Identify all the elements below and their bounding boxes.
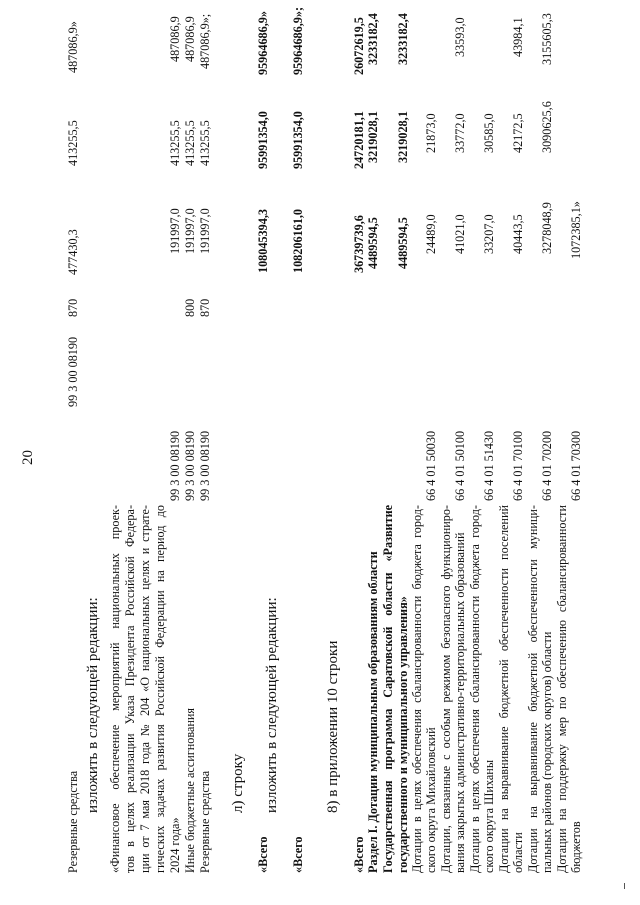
item-line: Дотации на выравнивание бюджетной обеспеченности поселений bbox=[497, 505, 511, 873]
item-line: области bbox=[511, 832, 525, 873]
reserve-row-vr: 870 bbox=[66, 298, 80, 317]
item-code: 66 4 01 50030 bbox=[424, 430, 438, 501]
instruction-text: изложить в следующей редакции: bbox=[264, 597, 280, 813]
sub-row-label: Резервные средства bbox=[198, 770, 212, 873]
sub-row-value-2023: 191997,0 bbox=[183, 208, 197, 254]
item-line: ского округа Михайловский bbox=[424, 727, 438, 873]
item-value-2023: 41021,0 bbox=[453, 214, 467, 254]
item-value-2024: 33772,0 bbox=[453, 113, 467, 153]
program-line: государственного и муниципального управления» bbox=[396, 596, 410, 873]
main-row-code: 99 3 00 08190 bbox=[168, 430, 182, 501]
item-code: 66 4 01 70200 bbox=[540, 430, 554, 501]
paragraph-line: ции от 7 мая 2018 года № 204 «О национальных целях и страте- bbox=[138, 505, 152, 873]
item-value-2025: 3155605,3 bbox=[540, 13, 554, 65]
annex-total-label: «Всего bbox=[352, 836, 366, 873]
sub-row-value-2025: 487086,9 bbox=[183, 16, 197, 62]
total-new-value-2024: 95991354,0 bbox=[291, 111, 305, 169]
sub-row-value-2023: 191997,0 bbox=[198, 208, 212, 254]
item-line: Дотации в целях обеспечения сбалансированности бюджета город- bbox=[410, 505, 424, 873]
total-new-value-2023: 108206161,0 bbox=[291, 209, 305, 273]
item-value-2023: 1072385,1» bbox=[569, 201, 583, 259]
item-line: Дотации в целях обеспечения сбалансированности бюджета город- bbox=[468, 505, 482, 873]
page-number: 20 bbox=[20, 450, 36, 465]
sub-row-vr: 800 bbox=[183, 298, 197, 317]
total-row-label: «Всего bbox=[256, 836, 270, 873]
scan-edge-mark bbox=[624, 883, 625, 889]
item-value-2023: 3278048,9 bbox=[540, 202, 554, 254]
main-row-value-2024: 413255,5 bbox=[168, 120, 182, 166]
main-row-value-2023: 191997,0 bbox=[168, 208, 182, 254]
item-value-2024: 30585,0 bbox=[482, 113, 496, 153]
paragraph-line: «Финансовое обеспечение мероприятий национальных проек- bbox=[108, 505, 122, 873]
item-line: пальных районов (городских округов) области bbox=[540, 631, 554, 873]
item-line: ского округа Шиханы bbox=[482, 759, 496, 873]
total-new-value-2025: 95964686,9»; bbox=[291, 6, 305, 75]
section-value-2025: 3233182,4 bbox=[366, 13, 380, 65]
item-value-2023: 40443,5 bbox=[511, 214, 525, 254]
section-value-2024: 3219028,1 bbox=[366, 111, 380, 163]
total-new-label: «Всего bbox=[291, 836, 305, 873]
section-value-2023: 4489594,5 bbox=[366, 217, 380, 269]
program-value-2025: 3233182,4 bbox=[396, 13, 410, 65]
item-line: бюджетов bbox=[569, 821, 583, 873]
block2-heading: л) строку bbox=[230, 753, 246, 813]
item-value-2025: 33593,0 bbox=[453, 17, 467, 57]
total-row-value-2023: 108045394,3 bbox=[256, 209, 270, 273]
instruction-text: изложить в следующей редакции: bbox=[85, 597, 101, 813]
section-label: Раздел I. Дотации муниципальным образованиям области bbox=[366, 551, 380, 873]
sub-row-label: Иные бюджетные ассигнования bbox=[183, 707, 197, 873]
item-value-2024: 42172,5 bbox=[511, 113, 525, 153]
sub-row-code: 99 3 00 08190 bbox=[183, 430, 197, 501]
item-code: 66 4 01 70100 bbox=[511, 430, 525, 501]
total-row-value-2025: 95964686,9» bbox=[256, 11, 270, 75]
paragraph-line: тов в целях реализации Указа Президента Российской Федера- bbox=[123, 505, 137, 873]
reserve-row-label: Резервные средства bbox=[66, 770, 80, 873]
item-line: Дотации на поддержку мер по обеспечению сбалансированности bbox=[555, 505, 569, 873]
annex-total-value-2024: 24720181,1 bbox=[352, 111, 366, 169]
item-line: Дотации, связанные с особым режимом безопасного функциониро- bbox=[439, 505, 453, 873]
reserve-row-value-2023: 477430,3 bbox=[66, 229, 80, 275]
main-row-value-2025: 487086,9 bbox=[168, 16, 182, 62]
sub-row-code: 99 3 00 08190 bbox=[198, 430, 212, 501]
reserve-row-code: 99 3 00 08190 bbox=[66, 336, 80, 407]
sub-row-value-2025: 487086,9»; bbox=[198, 13, 212, 69]
program-value-2024: 3219028,1 bbox=[396, 111, 410, 163]
item-value-2025: 43984,1 bbox=[511, 17, 525, 57]
annex-total-value-2023: 36739739,6 bbox=[352, 215, 366, 273]
sub-row-value-2024: 413255,5 bbox=[183, 120, 197, 166]
sub-row-value-2024: 413255,5 bbox=[198, 120, 212, 166]
item-line: вания закрытых административно-территориальных образований bbox=[453, 532, 467, 873]
item-code: 66 4 01 51430 bbox=[482, 430, 496, 501]
item-value-2024: 21873,0 bbox=[424, 113, 438, 153]
item-line: Дотации на выравнивание бюджетной обеспеченности муници- bbox=[526, 505, 540, 873]
block3-heading: 8) в приложении 10 строки bbox=[325, 640, 341, 813]
paragraph-line: гических задачах развития Российской Федерации на период до bbox=[153, 505, 167, 873]
item-code: 66 4 01 50100 bbox=[453, 430, 467, 501]
item-code: 66 4 01 70300 bbox=[569, 430, 583, 501]
annex-total-value-2025: 26072619,5 bbox=[352, 17, 366, 75]
item-value-2023: 24489,0 bbox=[424, 214, 438, 254]
sub-row-vr: 870 bbox=[198, 298, 212, 317]
paragraph-line: 2024 года» bbox=[168, 817, 182, 873]
program-value-2023: 4489594,5 bbox=[396, 217, 410, 269]
reserve-row-value-2024: 413255,5 bbox=[66, 120, 80, 166]
total-row-value-2024: 95991354,0 bbox=[256, 111, 270, 169]
program-line: Государственная программа Саратовской области «Развитие bbox=[381, 505, 395, 873]
item-value-2023: 33207,0 bbox=[482, 214, 496, 254]
item-value-2024: 3090625,6 bbox=[540, 101, 554, 153]
reserve-row-value-2025: 487086,9» bbox=[66, 21, 80, 73]
